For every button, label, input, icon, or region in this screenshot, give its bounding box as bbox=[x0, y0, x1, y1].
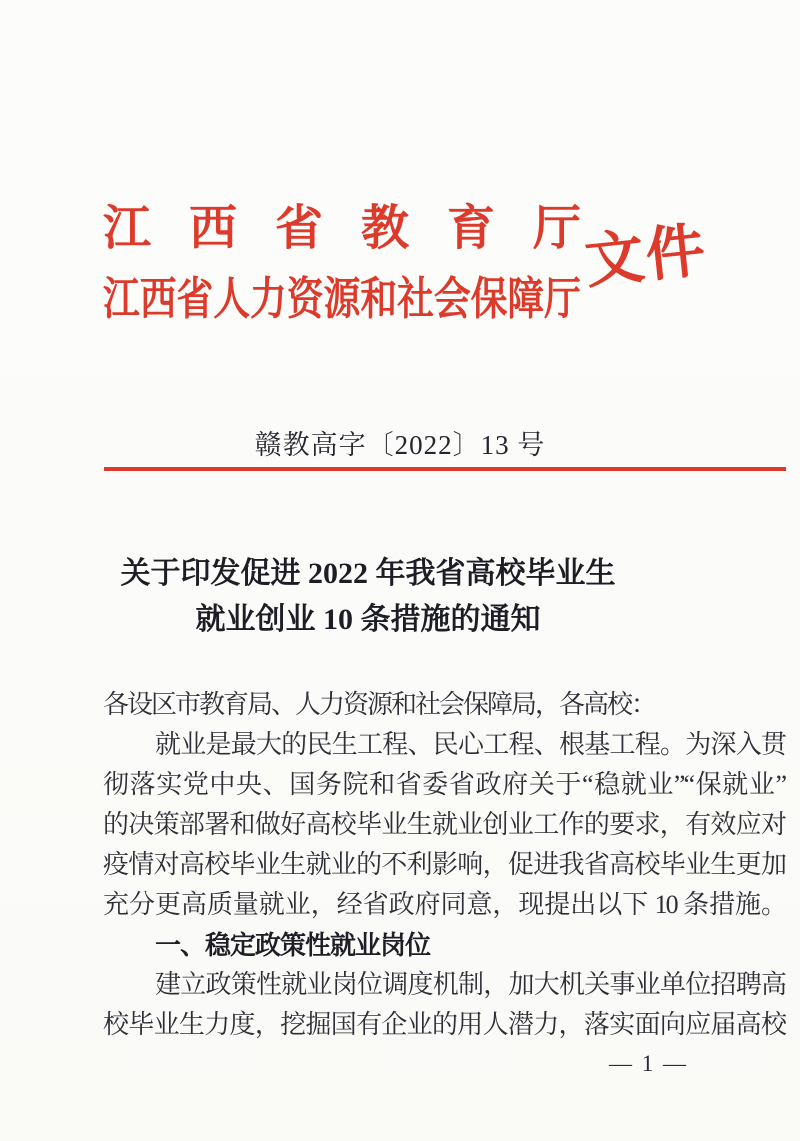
body-line: 的决策部署和做好高校毕业生就业创业工作的要求，有效应对 bbox=[103, 810, 785, 839]
body-line: 校毕业生力度，挖掘国有企业的用人潜力，落实面向应届高校 bbox=[103, 1010, 785, 1039]
body-line: 疫情对高校毕业生就业的不利影响，促进我省高校毕业生更加 bbox=[103, 850, 785, 879]
document-title-line2: 就业创业 10 条措施的通知 bbox=[195, 603, 541, 636]
body-line: 充分更高质量就业，经省政府同意，现提出以下 10 条措施。 bbox=[103, 890, 785, 919]
section-heading: 一、稳定政策性就业岗位 bbox=[155, 930, 431, 960]
body-line: 就业是最大的民生工程、民心工程、根基工程。为深入贯 bbox=[155, 730, 785, 759]
agency-name-line2: 江西省人力资源和社会保障厅 bbox=[103, 274, 581, 324]
body-line: 彻落实党中央、国务院和省委省政府关于“稳就业”“保就业” bbox=[103, 770, 785, 799]
document-body bbox=[103, 685, 785, 1045]
document-title-line1: 关于印发促进 2022 年我省高校毕业生 bbox=[120, 557, 616, 590]
red-separator-rule bbox=[104, 467, 786, 471]
reference-number: 赣教高字〔2022〕13 号 bbox=[254, 430, 546, 460]
body-line: 建立政策性就业岗位调度机制，加大机关事业单位招聘高 bbox=[155, 970, 785, 999]
doc-type-label: 文件 bbox=[581, 216, 711, 296]
document-title bbox=[103, 551, 633, 643]
body-line: 各设区市教育局、人力资源和社会保障局，各高校： bbox=[103, 690, 656, 719]
agency-name-line1: 江西省教育厅 bbox=[103, 202, 581, 255]
page-number: — 1 — bbox=[609, 1051, 688, 1076]
